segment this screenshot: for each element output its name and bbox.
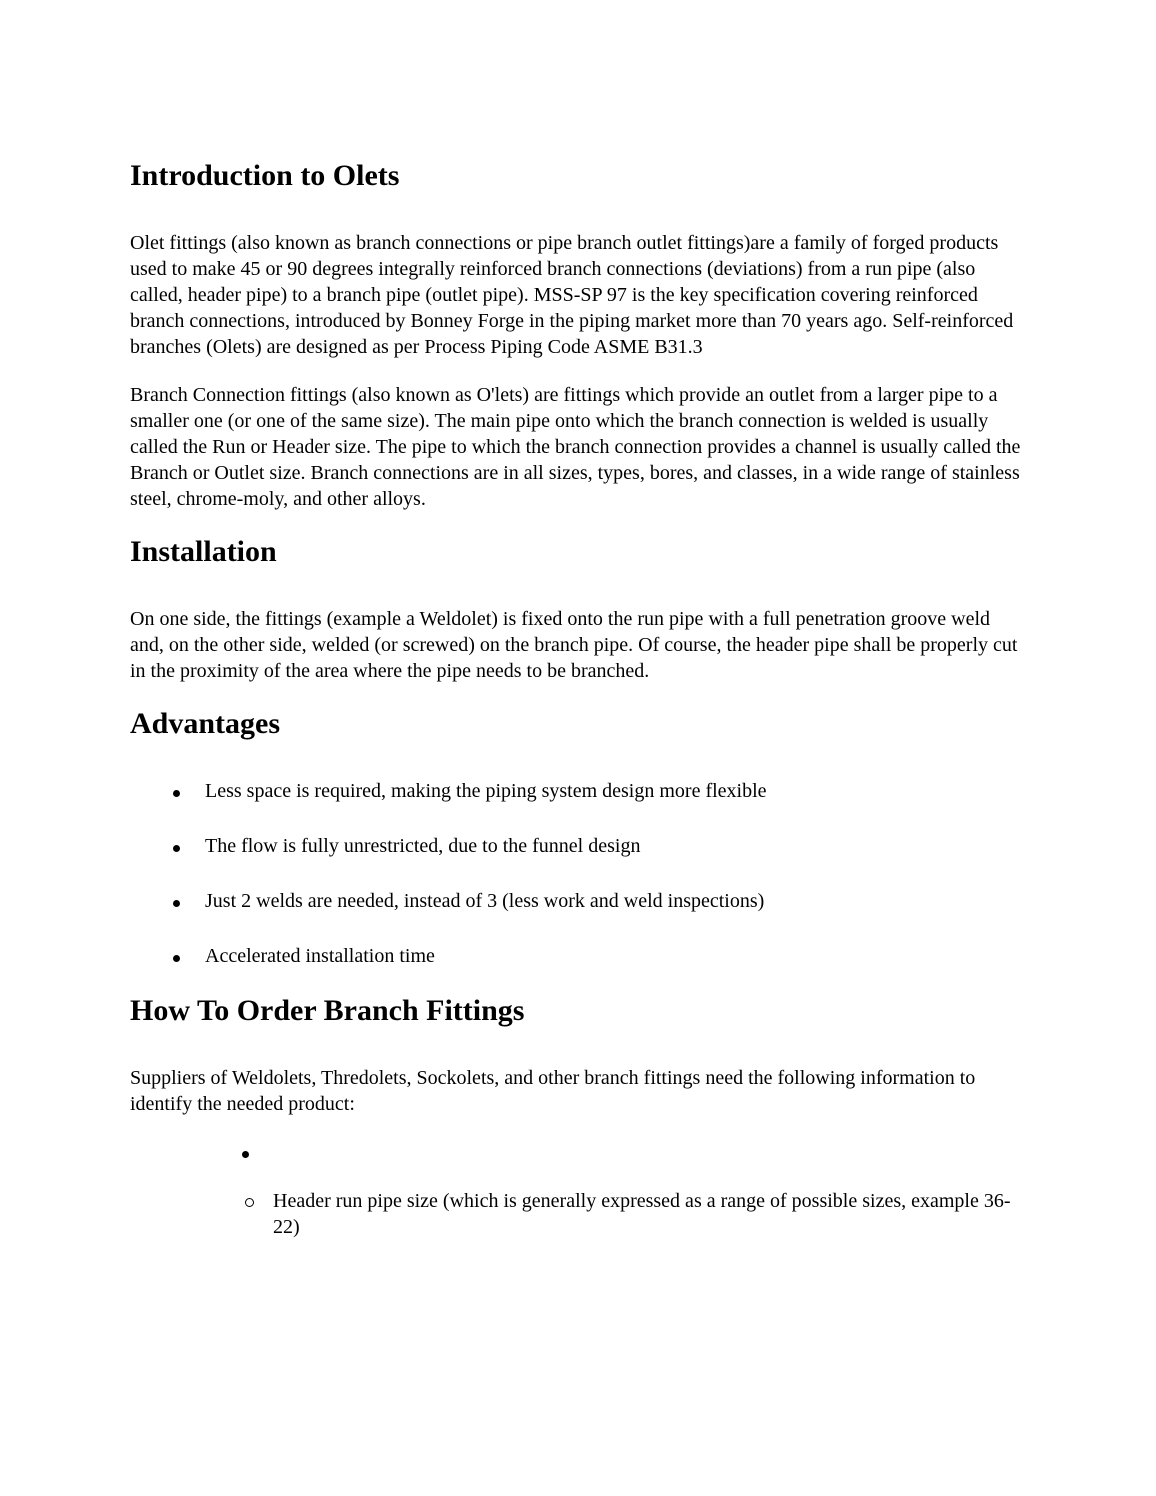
- bullet-icon: [173, 888, 205, 914]
- section-how-to-order: [130, 993, 1022, 1240]
- list-item-text: Just 2 welds are needed, instead of 3 (less work and weld inspections): [205, 890, 765, 912]
- empty-list-item: [242, 1139, 1022, 1165]
- paragraph-branch-connection: Branch Connection fittings (also known as O'lets) are fittings which provide an outlet from a larger pipe to a smaller one (or one of the same size). The main pipe onto which the branch connection is welded is usually called the Run or Header size. The pipe to which the branch connection provides a channel is usually called the Branch or Outlet size. Branch connections are in all sizes, types, bores, and classes, in a wide range of stainless steel, chrome-moly, and other alloys.: [130, 384, 1021, 510]
- bullet-icon: [173, 943, 205, 969]
- order-list: [130, 1139, 1022, 1165]
- heading-introduction: Introduction to Olets: [130, 159, 400, 192]
- section-introduction: [130, 158, 1022, 512]
- bullet-icon: [173, 778, 205, 804]
- list-item: [173, 833, 1022, 859]
- order-sub-list: [130, 1188, 1022, 1240]
- heading-advantages: Advantages: [130, 707, 281, 740]
- paragraph-olet-fittings: Olet fittings (also known as branch connections or pipe branch outlet fittings)are a family of forged products used to make 45 or 90 degrees integrally reinforced branch connections (deviations) from a run pipe (also called, header pipe) to a branch pipe (outlet pipe). MSS-SP 97 is the key specification covering reinforced branch connections, introduced by Bonney Forge in the piping market more than 70 years ago. Self-reinforced branches (Olets) are designed as per Process Piping Code ASME B31.3: [130, 232, 1014, 358]
- sub-list-item-text: Header run pipe size (which is generally expressed as a range of possible sizes, example 36-22): [273, 1190, 1011, 1238]
- list-item: [173, 943, 1022, 969]
- heading-how-to-order: How To Order Branch Fittings: [130, 994, 525, 1027]
- list-item-text: Accelerated installation time: [205, 945, 435, 967]
- list-item-text: The flow is fully unrestricted, due to the funnel design: [205, 835, 641, 857]
- bullet-icon: [173, 833, 205, 859]
- circle-bullet-icon: [245, 1188, 273, 1214]
- advantages-list: [130, 778, 1022, 969]
- paragraph-installation: On one side, the fittings (example a Weldolet) is fixed onto the run pipe with a full penetration groove weld and, on the other side, welded (or screwed) on the branch pipe. Of course, the header pipe shall be properly cut in the proximity of the area where the pipe needs to be branched.: [130, 608, 1018, 682]
- list-item: [173, 778, 1022, 804]
- heading-installation: Installation: [130, 535, 277, 568]
- section-installation: [130, 534, 1022, 684]
- bullet-icon: [242, 1139, 274, 1165]
- list-item: [173, 888, 1022, 914]
- list-item-text: Less space is required, making the piping system design more flexible: [205, 780, 767, 802]
- sub-list-item: [245, 1188, 1022, 1240]
- paragraph-suppliers: Suppliers of Weldolets, Thredolets, Sockolets, and other branch fittings need the following information to identify the needed product:: [130, 1067, 976, 1115]
- section-advantages: [130, 706, 1022, 969]
